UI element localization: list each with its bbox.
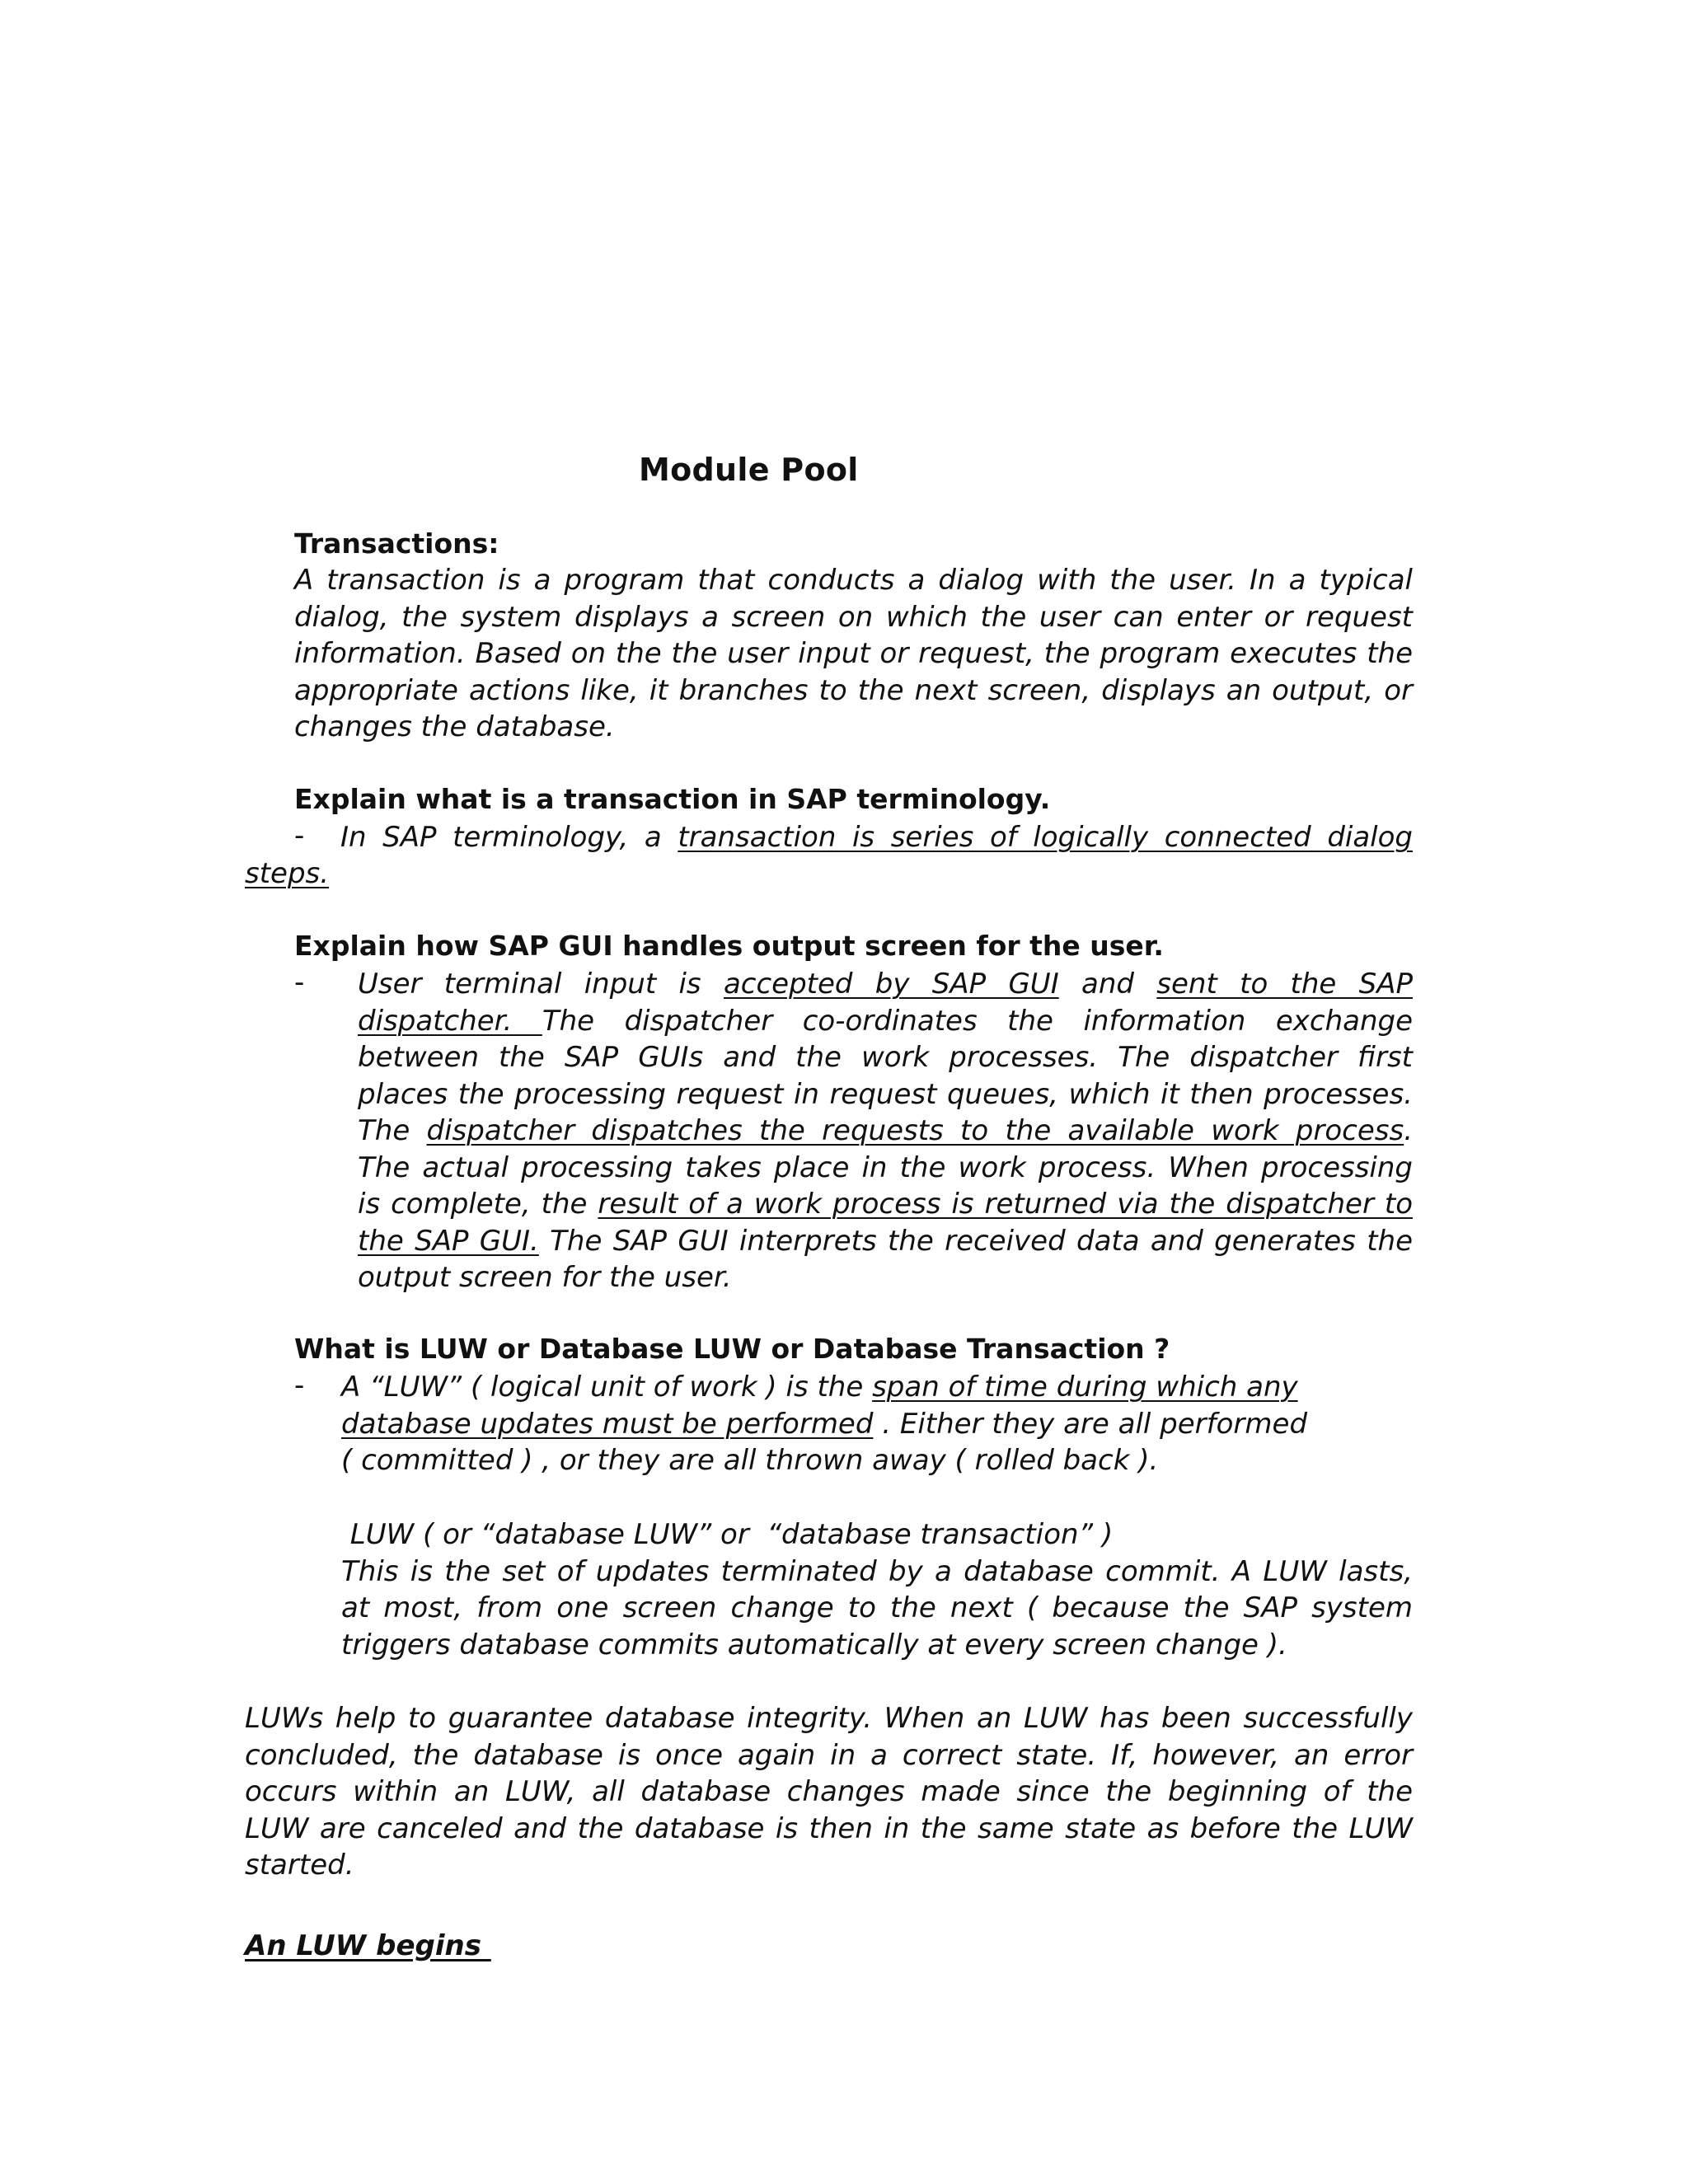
plain-text: A “LUW” ( logical unit of work ) is the xyxy=(341,1371,873,1404)
underlined-text: the SAP GUI. xyxy=(358,1224,539,1258)
sap-terminology-answer-line1 xyxy=(340,819,1413,856)
text-line: LUW are canceled and the database is then in the same state as before the LUW xyxy=(245,1811,1413,1845)
underlined-text: accepted by SAP GUI xyxy=(723,968,1059,1001)
text-line xyxy=(340,819,1413,856)
luw-answer xyxy=(341,1369,1355,1479)
text-line: concluded, the database is once again in a correct state. If, however, an error xyxy=(245,1738,1413,1772)
text-line: This is the set of updates terminated by a database commit. A LUW lasts, xyxy=(341,1554,1413,1588)
plain-text: and xyxy=(1058,968,1157,1001)
text-line xyxy=(358,1186,1413,1223)
plain-text: . Either they are all performed xyxy=(873,1407,1308,1441)
bullet-dash: - xyxy=(294,819,305,852)
underlined-text: steps. xyxy=(245,857,330,890)
plain-text: User terminal input is xyxy=(358,968,724,1001)
plain-text: . xyxy=(1404,1114,1413,1147)
text-line xyxy=(358,1113,1413,1150)
text-line: appropriate actions like, it branches to the next screen, displays an output, or xyxy=(294,673,1413,707)
text-line: occurs within an LUW, all database changes made since the beginning of the xyxy=(245,1775,1413,1808)
underlined-text: sent to the SAP xyxy=(1156,968,1413,1001)
plain-text: The SAP GUI interprets the received data and generates the xyxy=(538,1224,1414,1258)
text-line xyxy=(341,1406,1355,1443)
bullet-dash: - xyxy=(294,1369,305,1402)
gui-output-answer xyxy=(358,966,1413,1296)
luw-heading: What is LUW or Database LUW or Database Transaction ? xyxy=(294,1333,1170,1365)
text-line: ( committed ) , or they are all thrown away ( rolled back ). xyxy=(341,1444,1159,1477)
plain-text: In SAP terminology, a xyxy=(340,821,678,854)
text-line xyxy=(358,1003,1413,1040)
text-line xyxy=(245,855,1413,893)
text-line: output screen for the user. xyxy=(358,1261,732,1294)
text-line xyxy=(358,966,1413,1003)
text-line: triggers database commits automatically at every screen change ). xyxy=(341,1628,1287,1661)
sap-terminology-heading: Explain what is a transaction in SAP terminology. xyxy=(294,783,1051,815)
luw-definition xyxy=(341,1516,1413,1663)
underlined-text: span of time during which any xyxy=(872,1371,1298,1404)
text-line: started. xyxy=(245,1849,354,1882)
text-line: information. Based on the the user input or request, the program executes the xyxy=(294,637,1413,670)
plain-text: is complete, the xyxy=(358,1188,598,1221)
text-line xyxy=(358,1223,1413,1260)
text-line: dialog, the system displays a screen on which the user can enter or request xyxy=(294,600,1413,634)
text-line: changes the database. xyxy=(294,710,615,743)
text-line: The actual processing takes place in the work process. When processing xyxy=(358,1151,1413,1184)
text-line xyxy=(341,1369,1355,1406)
bullet-dash: - xyxy=(294,966,305,999)
plain-text: The xyxy=(358,1114,427,1147)
luw-begins-heading: An LUW begins xyxy=(245,1929,491,1962)
plain-text: The dispatcher co-ordinates the information exchange xyxy=(542,1004,1413,1038)
transactions-paragraph xyxy=(294,562,1413,746)
text-line: LUWs help to guarantee database integrity. When an LUW has been successfully xyxy=(245,1702,1413,1735)
transactions-heading: Transactions: xyxy=(294,527,499,560)
text-line: A transaction is a program that conducts a dialog with the user. In a typical xyxy=(294,564,1413,597)
underlined-text: dispatcher. xyxy=(358,1004,542,1038)
integrity-paragraph xyxy=(245,1700,1413,1884)
sap-terminology-answer-line2 xyxy=(245,855,1413,893)
page-title: Module Pool xyxy=(639,452,859,488)
underlined-text: database updates must be performed xyxy=(341,1407,874,1441)
underlined-text: result of a work process is returned via the dispatcher to xyxy=(598,1188,1414,1221)
gui-output-heading: Explain how SAP GUI handles output screen for the user. xyxy=(294,930,1164,962)
text-line: LUW ( or “database LUW” or “database transaction” ) xyxy=(341,1518,1114,1551)
text-line: places the processing request in request queues, which it then processes. xyxy=(358,1077,1413,1111)
text-line: at most, from one screen change to the next ( because the SAP system xyxy=(341,1591,1413,1624)
underlined-text: transaction is series of logically connected dialog xyxy=(678,821,1414,854)
underlined-text: dispatcher dispatches the requests to the available work process xyxy=(426,1114,1404,1147)
text-line: between the SAP GUIs and the work processes. The dispatcher first xyxy=(358,1041,1413,1074)
